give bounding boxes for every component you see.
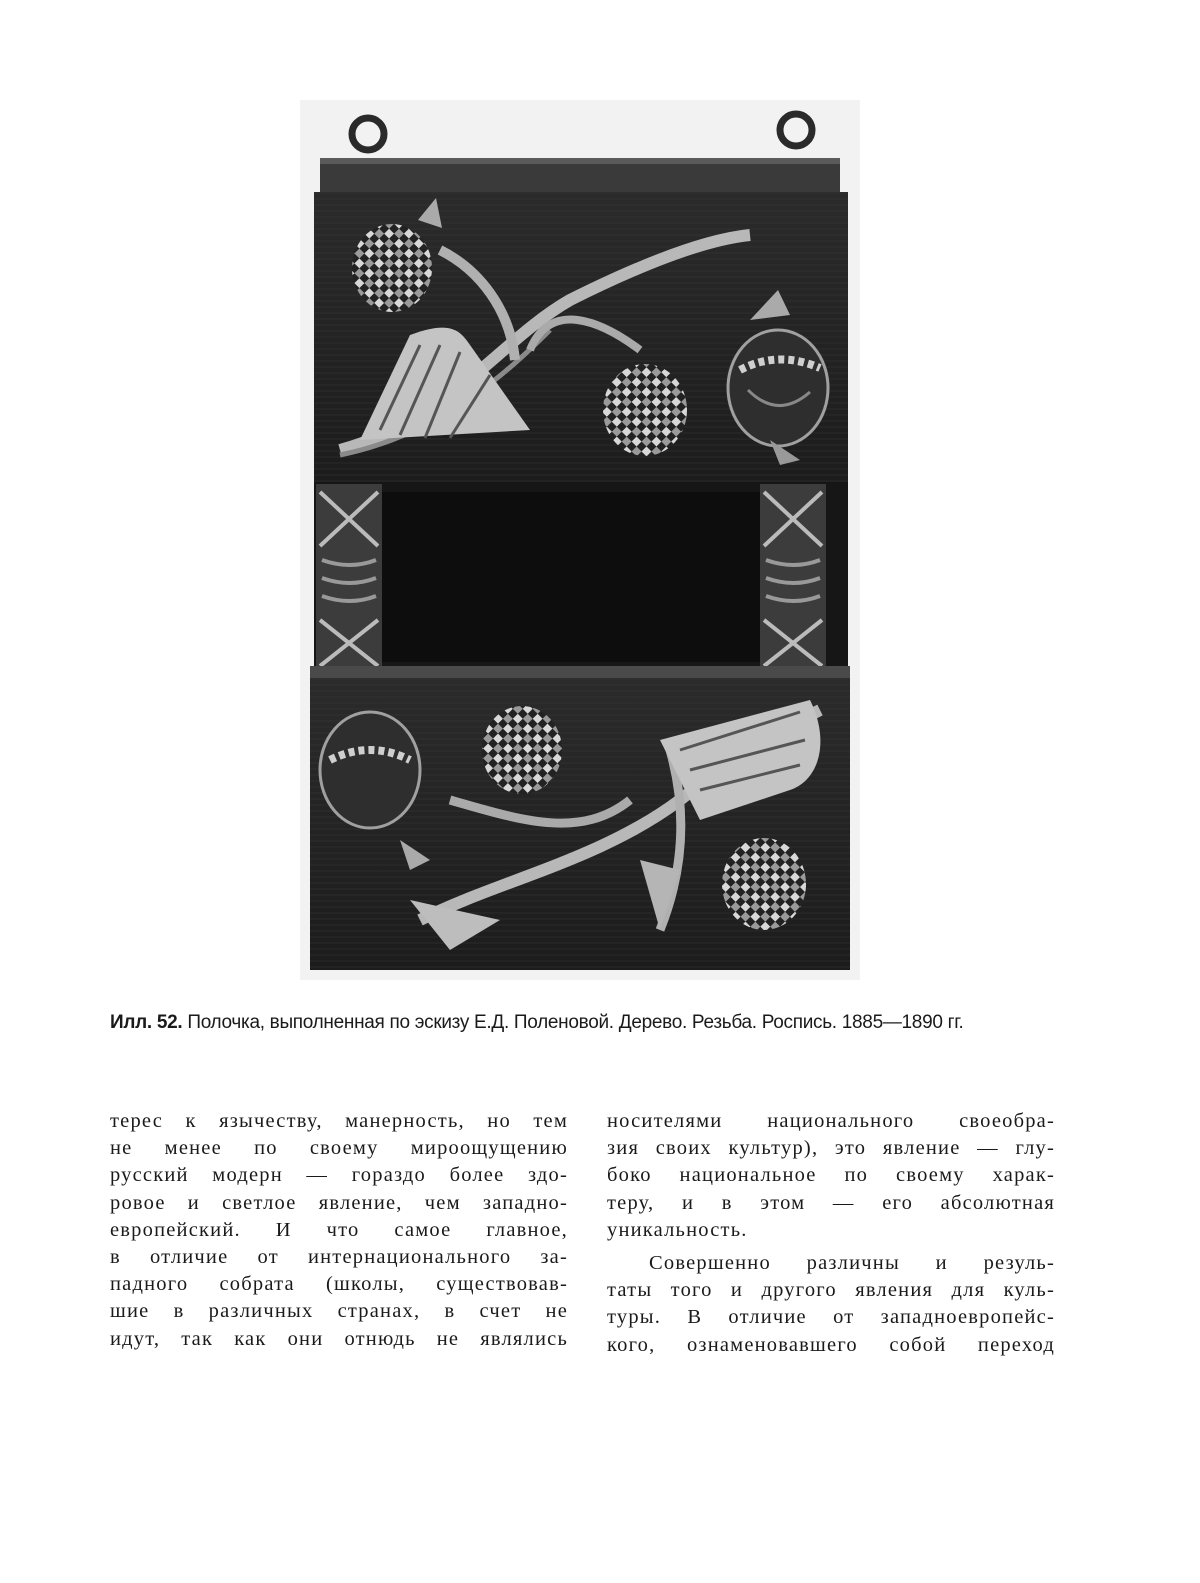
right-line: зия своих культур), это явление — глу-	[607, 1137, 1055, 1160]
left-line: терес к язычеству, манерность, но тем	[110, 1110, 568, 1132]
right-line: кого, ознаменовавшего собой переход	[607, 1333, 1055, 1356]
left-line: не менее по своему мироощущению	[110, 1137, 568, 1160]
right-line: носителями национального своеобра-	[607, 1110, 1055, 1132]
left-line: ровое и светлое явление, чем западно-	[110, 1191, 568, 1214]
right-line: теру, и в этом — его абсолютная	[607, 1191, 1055, 1214]
right-line: туры. В отличие от западноевропейс-	[607, 1306, 1055, 1329]
left-line: в отличие от интернационального за-	[110, 1246, 568, 1269]
caption-text: Полочка, выполненная по эскизу Е.Д. Поленовой. Дерево. Резьба. Роспись. 1885—1890 гг.	[182, 1012, 964, 1033]
left-line: русский модерн — гораздо более здо-	[110, 1164, 568, 1187]
left-line: падного собрата (школы, существовав-	[110, 1273, 568, 1296]
right-line: боко национальное по своему харак-	[607, 1164, 1055, 1187]
left-line: шие в различных странах, в счет не	[110, 1300, 568, 1323]
figure-caption	[110, 1012, 1100, 1034]
right-line: таты того и другого явления для куль-	[607, 1279, 1055, 1302]
right-line: Совершенно различны и резуль-	[649, 1252, 1055, 1275]
shelf-photo	[300, 100, 860, 980]
right-line: уникальность.	[607, 1218, 748, 1241]
left-line: европейский. И что самое главное,	[110, 1218, 568, 1241]
left-column	[110, 1108, 568, 1353]
left-line: идут, так как они отнюдь не являлись	[110, 1327, 568, 1350]
right-column	[607, 1108, 1055, 1359]
figure-label: Илл. 52.	[110, 1012, 183, 1033]
